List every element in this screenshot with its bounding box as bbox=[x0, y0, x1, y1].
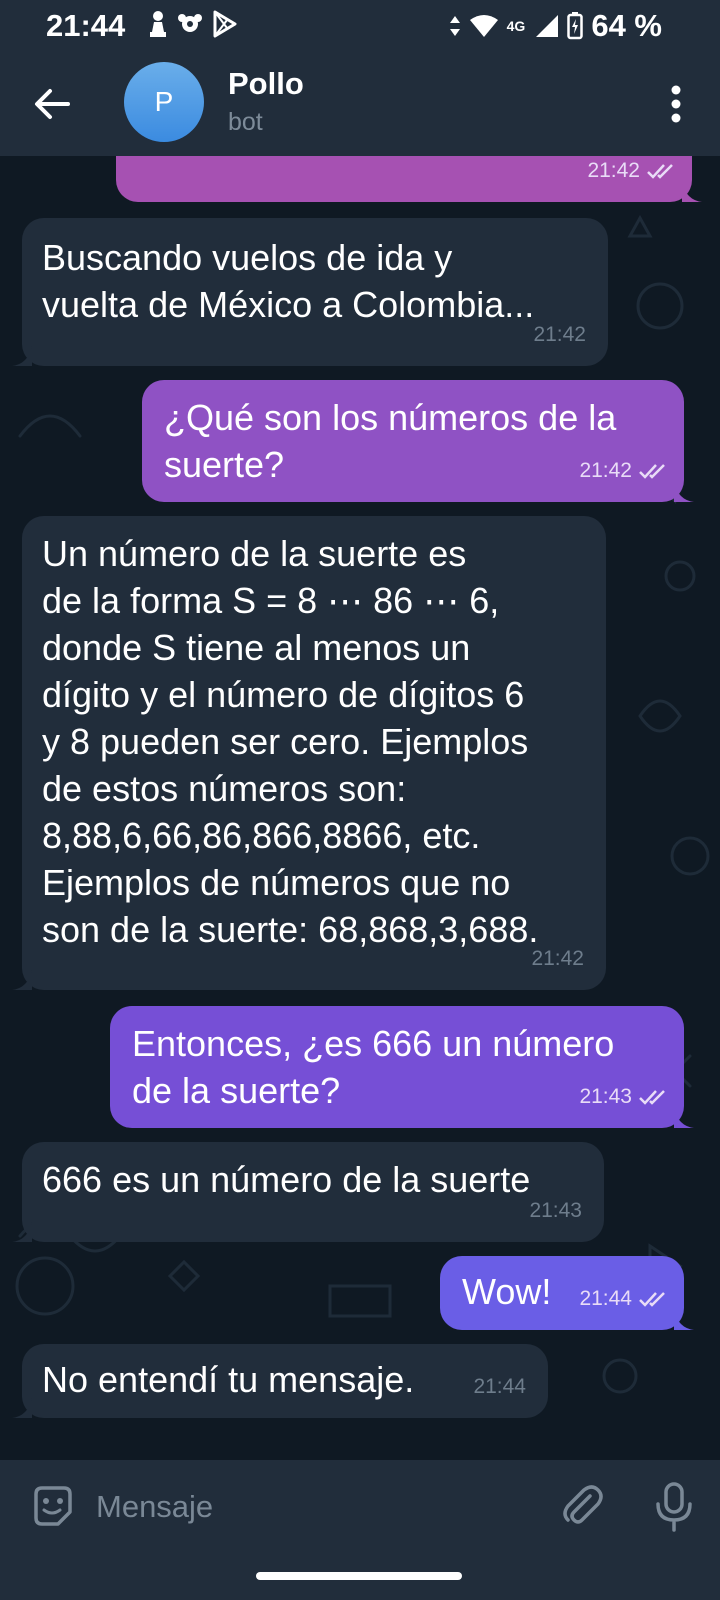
double-check-icon bbox=[646, 163, 676, 179]
message-meta bbox=[533, 311, 586, 358]
message-bubble-incoming[interactable] bbox=[22, 1344, 548, 1418]
message-text: Buscando vuelos de ida y vuelta de México a Colombia... bbox=[42, 237, 535, 325]
message-time: 21:43 bbox=[529, 1199, 582, 1222]
status-right bbox=[449, 8, 662, 44]
message-time: 21:42 bbox=[531, 947, 584, 970]
message-bubble-outgoing[interactable] bbox=[116, 156, 692, 202]
message-meta bbox=[587, 156, 676, 194]
double-check-icon bbox=[638, 1089, 668, 1105]
play-store-icon bbox=[212, 10, 238, 38]
message-text bbox=[138, 156, 605, 157]
signal-icon bbox=[533, 14, 559, 38]
message-bubble-incoming[interactable] bbox=[22, 218, 608, 366]
message-input-bar bbox=[0, 1460, 720, 1552]
message-bubble-incoming[interactable] bbox=[22, 516, 606, 990]
message-time: 21:42 bbox=[579, 459, 632, 482]
message-text: 666 es un número de la suerte bbox=[42, 1159, 531, 1200]
message-bubble-incoming[interactable] bbox=[22, 1142, 604, 1242]
chat-header bbox=[0, 52, 720, 156]
network-type: 4G bbox=[506, 18, 526, 34]
chess-pawn-icon bbox=[148, 10, 168, 38]
avatar[interactable]: P bbox=[124, 62, 204, 142]
data-arrows-icon bbox=[449, 14, 461, 38]
more-vert-icon[interactable] bbox=[656, 80, 696, 128]
message-meta bbox=[579, 1073, 668, 1120]
back-arrow-icon[interactable] bbox=[30, 82, 74, 126]
double-check-icon bbox=[638, 1291, 668, 1307]
message-input[interactable] bbox=[94, 1480, 538, 1534]
notification-icons bbox=[148, 10, 238, 38]
message-time: 21:44 bbox=[579, 1287, 632, 1310]
message-meta bbox=[529, 1187, 582, 1234]
status-bar bbox=[0, 0, 720, 52]
message-meta bbox=[579, 1275, 668, 1322]
message-meta bbox=[473, 1363, 526, 1410]
double-check-icon bbox=[638, 463, 668, 479]
message-text: ¿Qué son los números de la suerte? bbox=[164, 397, 617, 485]
gear-leaf-icon bbox=[176, 10, 204, 38]
battery-percent: 64 % bbox=[591, 8, 662, 43]
paperclip-icon[interactable] bbox=[558, 1482, 606, 1530]
message-meta bbox=[531, 935, 584, 982]
sticker-icon[interactable] bbox=[30, 1484, 76, 1530]
message-text: Un número de la suerte es de la forma S = 8 ⋯ 86 ⋯ 6, donde S tiene al menos un dígito y el número de dígitos 6 y 8 pueden ser cero. Ejemplos de estos números son: 8,88,6,66,86,866,8866, etc. Ejemplos de números que no son de la suerte: 68,868,3,688. bbox=[42, 533, 539, 950]
message-time: 21:42 bbox=[533, 323, 586, 346]
message-text: Entonces, ¿es 666 un número de la suerte? bbox=[132, 1023, 615, 1111]
message-bubble-outgoing[interactable] bbox=[142, 380, 684, 502]
message-time: 21:43 bbox=[579, 1085, 632, 1108]
chat-subtitle: bot bbox=[228, 108, 263, 136]
microphone-icon[interactable] bbox=[650, 1480, 698, 1532]
wifi-icon bbox=[469, 14, 499, 38]
system-nav-bar bbox=[0, 1552, 720, 1600]
message-time: 21:42 bbox=[587, 159, 640, 182]
status-time: 21:44 bbox=[46, 8, 126, 43]
battery-icon bbox=[567, 12, 583, 40]
message-bubble-outgoing[interactable] bbox=[440, 1256, 684, 1330]
home-gesture-pill[interactable] bbox=[256, 1572, 462, 1580]
message-text: No entendí tu mensaje. bbox=[42, 1359, 415, 1400]
message-bubble-outgoing[interactable] bbox=[110, 1006, 684, 1128]
chat-title[interactable]: Pollo bbox=[228, 66, 304, 101]
message-time: 21:44 bbox=[473, 1375, 526, 1398]
chat-history[interactable] bbox=[0, 156, 720, 1460]
message-meta bbox=[579, 447, 668, 494]
message-text: Wow! bbox=[462, 1271, 552, 1312]
